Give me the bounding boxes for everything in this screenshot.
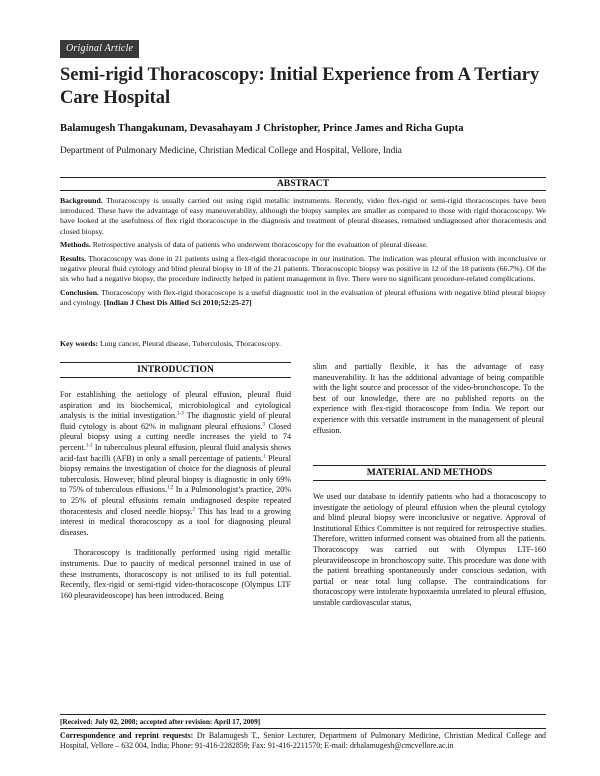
abstract-background <box>60 196 546 237</box>
correspondence-text: Dr Balamugesh T., Senior Lecturer, Department of Pulmonary Medicine, Christian Medical College and Hospital, Vellore – 632 004, India; Phone: 91-416-2282859; Fax: 91-416-2211570; E-mail: drbalamugesh@cmcvellore.ac.in <box>60 731 546 751</box>
keywords-label: Key words: <box>60 339 99 348</box>
results-text: Thoracoscopy was done in 21 patients using a flex-rigid thoracoscope in our institution. The indication was pleural effusion with inconclusive or negative pleural fluid cytology and blind pleural biopsy in 18 of the 21 patients. Thoracoscopic biopsy was positive in 12 of the 18 patients (66.7%). Of the six who had a negative biopsy, the procedure indirectly helped in patient management in five. There were no significant procedure-related complications. <box>60 254 546 284</box>
intro-text-e: Pleural biopsy remains the investigation of choice for the diagnosis of pleural tuberculosis. However, blind pleural biopsy is diagnostic in only 69% to 75% of tuberculous effusions. <box>60 453 291 495</box>
methods-heading: MATERIAL AND METHODS <box>313 465 546 481</box>
ref: 1 <box>263 453 266 459</box>
right-column-methods <box>313 492 546 609</box>
footer-rule <box>60 714 546 715</box>
methods-text: Retrospective analysis of data of patients who underwent thoracoscopy for the evaluation of pleural disease. <box>92 240 428 250</box>
methods-label: Methods. <box>60 240 91 250</box>
ref: 1-3 <box>177 411 184 417</box>
intro-paragraph-1 <box>60 390 291 538</box>
background-label: Background. <box>60 196 103 205</box>
abstract-methods <box>60 240 546 250</box>
intro-text-d: In tuberculous pleural effusion, pleural fluid analysis shows acid-fast bacilli (AFB) in only a small percentage of patients. <box>60 442 291 463</box>
intro-text-f: In a Pulmonologist’s practice, 20% to 25% of pleural effusions remain undiagnosed despite repeated thoracentesis and closed needle biopsy. <box>60 485 292 516</box>
citation: [Indian J Chest Dis Allied Sci 2010;52:25-27] <box>103 298 252 308</box>
ref: 1,2 <box>167 485 174 491</box>
intro-text-a: For establishing the aetiology of pleural effusion, pleural fluid aspiration and its biochemical, microbiological and cytological analysis is the initial investigation. <box>60 390 291 421</box>
introduction-heading: INTRODUCTION <box>60 362 291 378</box>
abstract-conclusion <box>60 288 546 308</box>
intro-paragraph-3: slim and partially flexible, it has the advantage of easy maneuverability. It has the additional advantage of being compatible with the light source and processor of the video-bronchoscope. To the best of our knowledge, there are no published reports on the experience with flex-rigid thoracoscope from India. We report our experience with this versatile instrument in the management of pleural effusion. <box>313 362 544 435</box>
intro-text-b: The diagnostic yield of pleural fluid cytology is about 62% in malignant pleural effusions. <box>60 411 291 431</box>
keywords-text: Lung cancer, Pleural disease, Tuberculosis, Thoracoscopy. <box>100 339 281 348</box>
article-type-label: Original Article <box>60 40 139 58</box>
footer-rule-2 <box>60 728 546 729</box>
conclusion-text: Thoracoscopy with flex-rigid thoracoscope is a useful diagnostic tool in the evaluation of pleural effusions with negative blind pleural biopsy and cytology. <box>60 288 546 308</box>
intro-paragraph-2: Thoracoscopy is traditionally performed using rigid metallic instruments. Due to paucity of medical personnel trained in use of these instruments, thoracoscopy is not utilised to its full potential. Recently, flex-rigid or semi-rigid video-thoracoscope (Olympus LTF 160 pleuravideoscope) has been introduced. Being <box>60 548 291 600</box>
author-list: Balamugesh Thangakunam, Devasahayam J Christopher, Prince James and Richa Gupta <box>60 123 464 134</box>
conclusion-label: Conclusion. <box>60 288 99 298</box>
ref: 1-3 <box>85 443 93 449</box>
abstract-body <box>60 196 546 312</box>
ref: 2 <box>192 506 196 512</box>
right-column-top <box>313 362 544 436</box>
correspondence <box>60 731 546 751</box>
results-label: Results. <box>60 254 87 264</box>
methods-paragraph-1: We used our database to identify patients who had a thoracoscopy to investigate the aetiology of pleural effusion when the pleural cytology and blind pleural biopsy were inconclusive or negative. Approval of Institutional Ethics Committee is not required for retrospective studies. Therefore, written informed consent was obtained from all the patients. Thoracoscopy was carried out with Olympus LTF-160 pleuravideoscope in bronchoscopy suite. This procedure was done with the patient breathing spontaneously under conscious sedation, with partial or near total lung collapse. The contraindications for thoracoscopy were intolerate hypoxaemia unrelated to pleural effusion, unstable cardiovascular status, <box>313 492 546 607</box>
correspondence-label: Correspondence and reprint requests: <box>60 731 194 740</box>
affiliation: Department of Pulmonary Medicine, Christian Medical College and Hospital, Vellore, India <box>60 146 402 156</box>
intro-text-c: Closed pleural biopsy using a cutting needle increases the yield to 74 percent. <box>60 421 291 452</box>
intro-text-g: This has lead to a growing interest in medical thoracoscopy as a tool for diagnosing pleural diseases. <box>60 506 291 537</box>
received-dates: [Received: July 02, 2008; accepted after revision: April 17, 2009] <box>60 717 261 726</box>
ref: 3 <box>262 422 266 428</box>
abstract-heading: ABSTRACT <box>60 177 546 191</box>
keywords <box>60 339 546 349</box>
abstract-results <box>60 254 546 285</box>
article-title: Semi-rigid Thoracoscopy: Initial Experience from A Tertiary Care Hospital <box>60 65 540 108</box>
background-text: Thoracoscopy is usually carried out using rigid metallic instruments. Recently, video flex-rigid or semi-rigid thoracoscopes have been introduced. These have the advantage of easy maneuverability, although the biopsy samples are smaller as compared to those with rigid thoracoscopy. We have looked at the usefulness of flex rigid thoracoscope in the diagnosis and treatment of pleural diseases, remained undiagnosed after thoracentesis and closed biopsy. <box>60 196 546 236</box>
left-column <box>60 390 291 601</box>
